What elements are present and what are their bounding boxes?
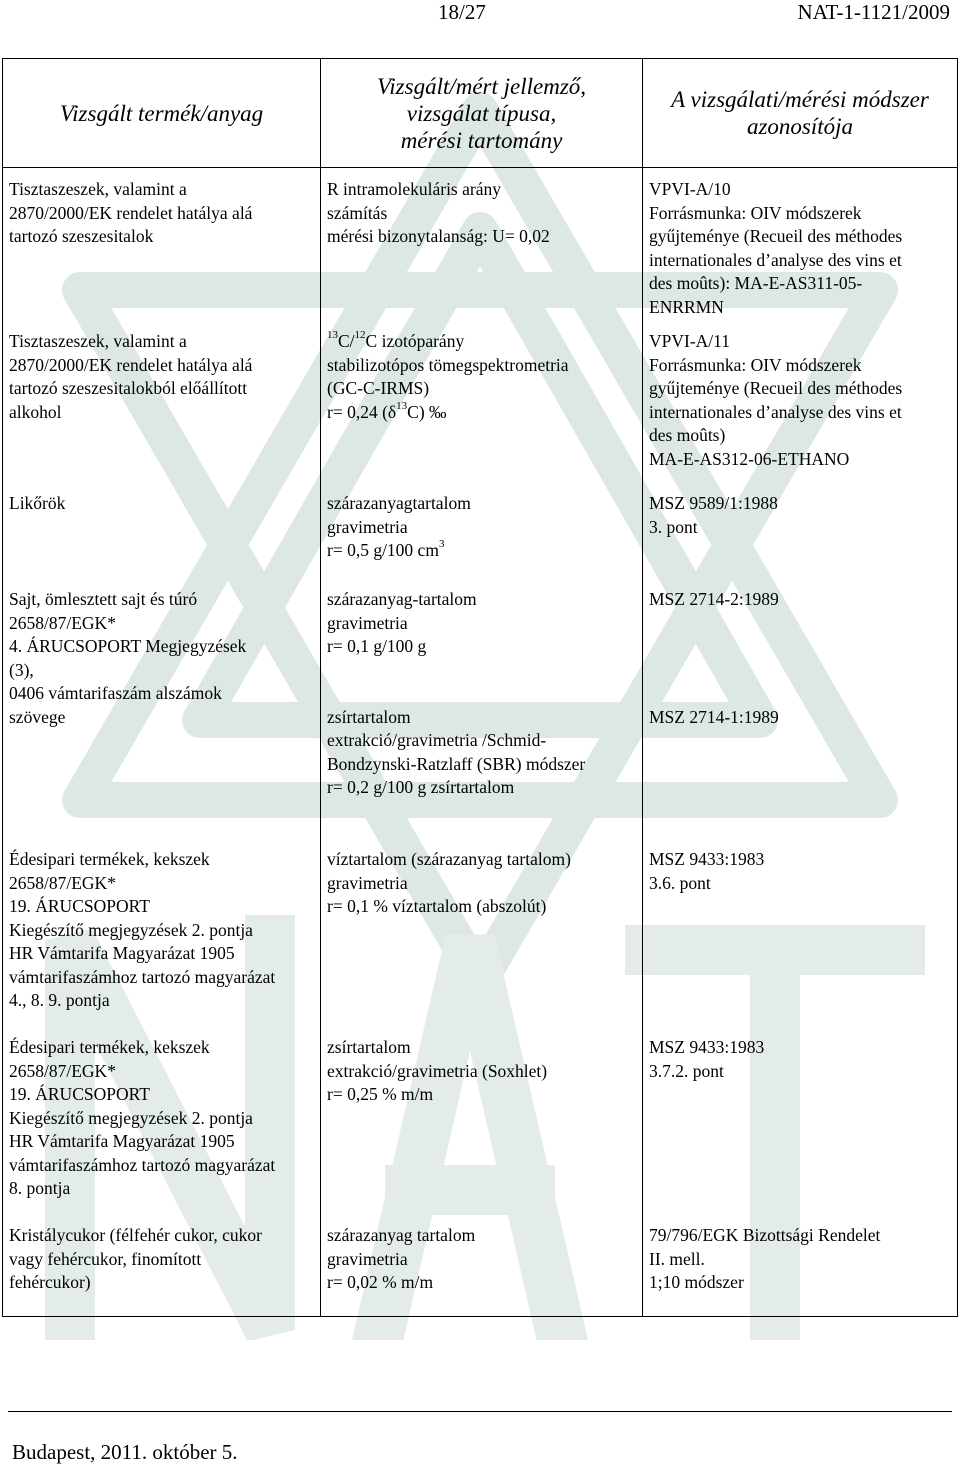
footer-date: Budapest, 2011. október 5. (12, 1440, 238, 1464)
method-cell: 79/796/EGK Bizottsági Rendelet II. mell. 1;10 módszer (643, 1224, 958, 1317)
product-cell: Édesipari termékek, kekszek 2658/87/EGK* 19. ÁRUCSOPORT Kiegészítő megjegyzések 2. pontja HR Vámtarifa Magyarázat 1905 vámtarifaszámhoz tartozó magyarázat 8. pontja (3, 1036, 321, 1224)
characteristic-cell: R intramolekuláris arány számítás mérési bizonytalanság: U= 0,02 (321, 168, 643, 331)
product-cell: Sajt, ömlesztett sajt és túró 2658/87/EGK* 4. ÁRUCSOPORT Megjegyzések (3), 0406 vámtarifaszám alszámok szövege (3, 588, 321, 848)
table-row (3, 848, 958, 1036)
column-header-product: Vizsgált termék/anyag (3, 59, 321, 168)
column-header-method: A vizsgálati/mérési módszer azonosítója (643, 59, 958, 168)
table-row (3, 588, 958, 848)
characteristic-cell: $^{13}$C/$^{12}$C izotóparány stabilizotópos tömegspektrometria (GC-C-IRMS) r= 0,24 $(\delta^{13}C)$ ‰ (321, 330, 643, 492)
method-cell: MSZ 9433:1983 3.6. pont (643, 848, 958, 1036)
table-row (3, 1036, 958, 1224)
accreditation-table (2, 58, 958, 1317)
table-row (3, 330, 958, 492)
table-header-row (3, 59, 958, 168)
method-cell: VPVI-A/10 Forrásmunka: OIV módszerek gyűjteménye (Recueil des méthodes internationales d’analyse des vins et des moûts): MA-E-AS311-05- ENRRMN (643, 168, 958, 331)
document-code: NAT-1-1121/2009 (797, 0, 950, 24)
characteristic-cell: szárazanyag-tartalom gravimetria r= 0,1 g/100 g zsírtartalom extrakció/gravimetria /Schmid- Bondzynski-Ratzlaff (SBR) módszer r= 0,2 g/100 g zsírtartalom (321, 588, 643, 848)
characteristic-cell: szárazanyag tartalom gravimetria r= 0,02 % m/m (321, 1224, 643, 1317)
table-row (3, 492, 958, 588)
characteristic-cell: szárazanyagtartalom gravimetria r= 0,5 g/100 $cm^3$ (321, 492, 643, 588)
column-header-characteristic: Vizsgált/mért jellemző, vizsgálat típusa, mérési tartomány (321, 59, 643, 168)
characteristic-cell: zsírtartalom extrakció/gravimetria (Soxhlet) r= 0,25 % m/m (321, 1036, 643, 1224)
product-cell: Tisztaszeszek, valamint a 2870/2000/EK rendelet hatálya alá tartozó szeszesitalokból előállított alkohol (3, 330, 321, 492)
page-number: 18/27 (438, 0, 486, 24)
method-cell: MSZ 9433:1983 3.7.2. pont (643, 1036, 958, 1224)
table-row (3, 1224, 958, 1317)
method-cell: MSZ 2714-2:1989 MSZ 2714-1:1989 (643, 588, 958, 848)
product-cell: Édesipari termékek, kekszek 2658/87/EGK* 19. ÁRUCSOPORT Kiegészítő megjegyzések 2. pontja HR Vámtarifa Magyarázat 1905 vámtarifaszámhoz tartozó magyarázat 4., 8. 9. pontja (3, 848, 321, 1036)
characteristic-cell: víztartalom (szárazanyag tartalom) gravimetria r= 0,1 % víztartalom (abszolút) (321, 848, 643, 1036)
product-cell: Tisztaszeszek, valamint a 2870/2000/EK rendelet hatálya alá tartozó szeszesitalok (3, 168, 321, 331)
method-cell: VPVI-A/11 Forrásmunka: OIV módszerek gyűjteménye (Recueil des méthodes internationales d’analyse des vins et des moûts) MA-E-AS312-06-ETHANO (643, 330, 958, 492)
table-row (3, 168, 958, 331)
product-cell: Likőrök (3, 492, 321, 588)
product-cell: Kristálycukor (félfehér cukor, cukor vagy fehércukor, finomított fehércukor) (3, 1224, 321, 1317)
method-cell: MSZ 9589/1:1988 3. pont (643, 492, 958, 588)
footer-divider (8, 1411, 952, 1412)
